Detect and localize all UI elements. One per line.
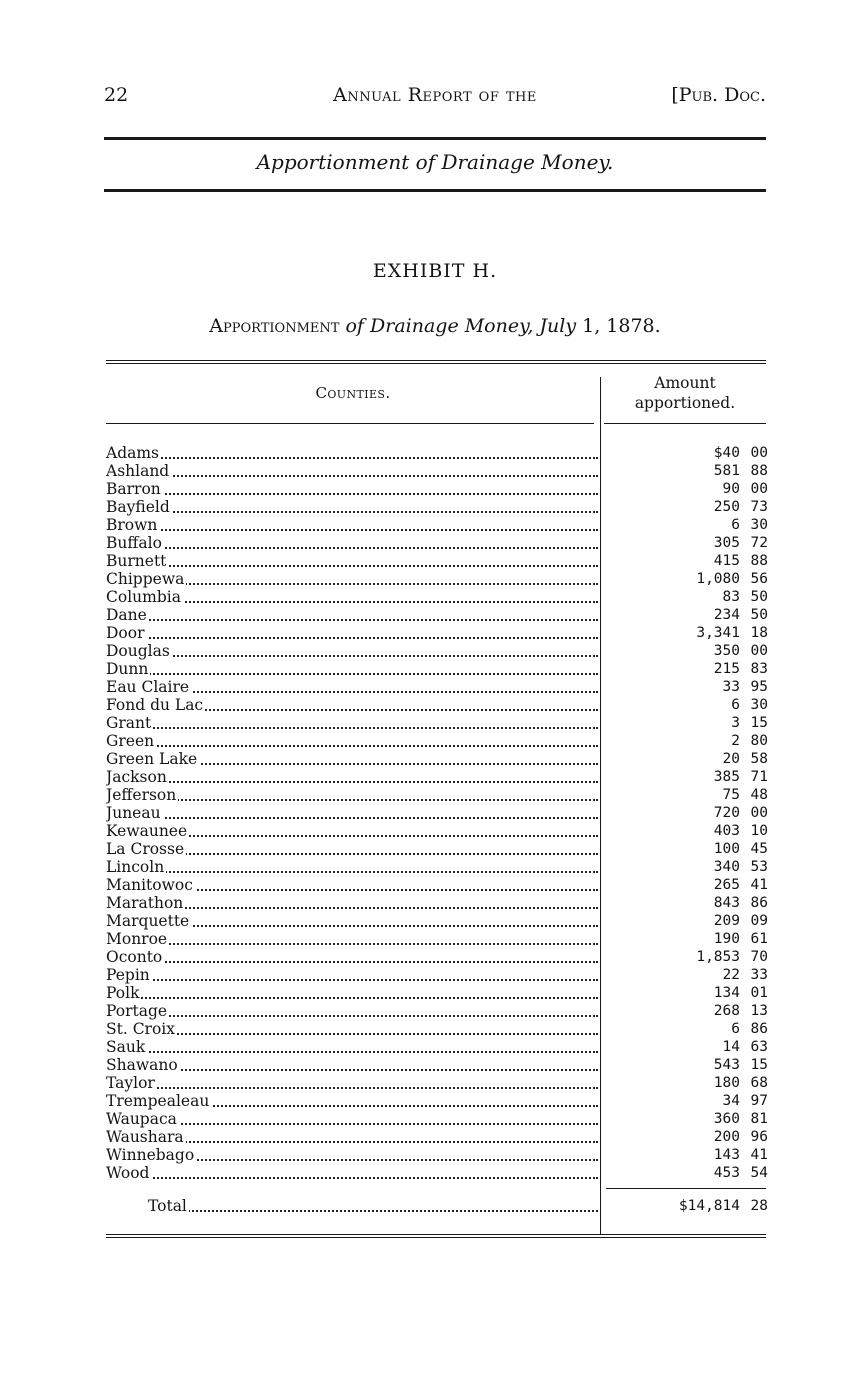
amount-cents: 10	[750, 823, 768, 839]
document-label: [Pub. Doc.	[671, 84, 766, 106]
table-title-subject: Drainage Money,	[370, 315, 534, 337]
county-name: Ashland	[106, 462, 598, 480]
table-title-date: 1, 1878.	[582, 315, 661, 337]
county-name: Bayfield	[106, 498, 598, 516]
amount-cents: 72	[750, 535, 768, 551]
column-header-amount-line2: apportioned.	[634, 394, 736, 412]
exhibit-heading: EXHIBIT H.	[372, 260, 498, 282]
table-row	[106, 1092, 766, 1110]
amount-dollars: 543	[713, 1057, 740, 1073]
county-name: Polk	[106, 984, 598, 1002]
amount-dollars: 22	[722, 967, 740, 983]
amount-dollars: 250	[713, 499, 740, 515]
section-subtitle: Apportionment of Drainage Money.	[256, 150, 614, 174]
table-row	[106, 1020, 766, 1038]
table-row	[106, 1038, 766, 1056]
total-cents: 28	[750, 1198, 768, 1214]
table-row	[106, 480, 766, 498]
amount-dollars: 3	[731, 715, 740, 731]
amount-cents: 63	[750, 1039, 768, 1055]
header-underline-counties	[106, 423, 594, 424]
county-name: Shawano	[106, 1056, 598, 1074]
table-row	[106, 822, 766, 840]
amount-cents: 58	[750, 751, 768, 767]
amount-dollars: 581	[713, 463, 740, 479]
amount-cents: 41	[750, 1147, 768, 1163]
amount-dollars: 75	[722, 787, 740, 803]
amount-dollars: $40	[713, 445, 740, 461]
amount-cents: 30	[750, 697, 768, 713]
table-row	[106, 1128, 766, 1146]
county-name: Kewaunee	[106, 822, 598, 840]
amount-cents: 54	[750, 1165, 768, 1181]
table-row	[106, 768, 766, 786]
county-name: Jackson	[106, 768, 598, 786]
table-row	[106, 660, 766, 678]
amount-dollars: 1,853	[696, 949, 740, 965]
amount-cents: 50	[750, 589, 768, 605]
amount-dollars: 6	[731, 517, 740, 533]
amount-dollars: 33	[722, 679, 740, 695]
county-name: Brown	[106, 516, 598, 534]
county-name: Taylor	[106, 1074, 598, 1092]
amount-dollars: 209	[713, 913, 740, 929]
amount-dollars: 14	[722, 1039, 740, 1055]
county-name: Door	[106, 624, 598, 642]
table-row	[106, 930, 766, 948]
table-row	[106, 912, 766, 930]
county-name: Waushara	[106, 1128, 598, 1146]
amount-cents: 56	[750, 571, 768, 587]
table-row	[106, 876, 766, 894]
county-name: Douglas	[106, 642, 598, 660]
table-row	[106, 840, 766, 858]
amount-dollars: 385	[713, 769, 740, 785]
running-head-title: Annual Report of the	[333, 84, 537, 106]
table-row	[106, 948, 766, 966]
county-name: Fond du Lac	[106, 696, 598, 714]
county-name: La Crosse	[106, 840, 598, 858]
amount-cents: 00	[750, 643, 768, 659]
amount-dollars: 415	[713, 553, 740, 569]
amount-cents: 61	[750, 931, 768, 947]
table-row	[106, 1002, 766, 1020]
table-title-of: of	[345, 315, 364, 337]
county-name: Waupaca	[106, 1110, 598, 1128]
county-name: Portage	[106, 1002, 598, 1020]
county-name: Winnebago	[106, 1146, 598, 1164]
amount-cents: 68	[750, 1075, 768, 1091]
table-row	[106, 642, 766, 660]
amount-cents: 00	[750, 481, 768, 497]
table-row	[106, 1110, 766, 1128]
amount-dollars: 403	[713, 823, 740, 839]
amount-dollars: 6	[731, 697, 740, 713]
table-row	[106, 804, 766, 822]
amount-dollars: 360	[713, 1111, 740, 1127]
county-name: Marquette	[106, 912, 598, 930]
amount-cents: 88	[750, 463, 768, 479]
amount-dollars: 1,080	[696, 571, 740, 587]
amount-cents: 00	[750, 445, 768, 461]
amount-cents: 71	[750, 769, 768, 785]
amount-cents: 33	[750, 967, 768, 983]
table-row	[106, 552, 766, 570]
table-row	[106, 1146, 766, 1164]
amount-dollars: 843	[713, 895, 740, 911]
table-top-rule	[106, 360, 766, 364]
table-row	[106, 1074, 766, 1092]
county-name: Juneau	[106, 804, 598, 822]
table-bottom-rule	[106, 1234, 766, 1238]
amount-cents: 86	[750, 1021, 768, 1037]
amount-dollars: 350	[713, 643, 740, 659]
amount-cents: 81	[750, 1111, 768, 1127]
amount-dollars: 90	[722, 481, 740, 497]
county-name: Monroe	[106, 930, 598, 948]
table-title	[104, 315, 766, 337]
county-name: Adams	[106, 444, 598, 462]
amount-cents: 15	[750, 715, 768, 731]
amount-cents: 30	[750, 517, 768, 533]
county-name: Buffalo	[106, 534, 598, 552]
table-row	[106, 858, 766, 876]
amount-dollars: 3,341	[696, 625, 740, 641]
amount-cents: 88	[750, 553, 768, 569]
county-name: Dunn	[106, 660, 598, 678]
total-row	[106, 1196, 766, 1216]
header-rule-bottom	[104, 189, 766, 192]
county-name: Grant	[106, 714, 598, 732]
table-row	[106, 516, 766, 534]
amount-cents: 97	[750, 1093, 768, 1109]
table-row	[106, 588, 766, 606]
running-head	[104, 84, 766, 110]
amount-cents: 73	[750, 499, 768, 515]
amount-cents: 00	[750, 805, 768, 821]
table-row	[106, 696, 766, 714]
column-header-amount	[604, 373, 766, 413]
amount-cents: 96	[750, 1129, 768, 1145]
amount-dollars: 340	[713, 859, 740, 875]
amount-dollars: 200	[713, 1129, 740, 1145]
amount-dollars: 83	[722, 589, 740, 605]
amount-cents: 18	[750, 625, 768, 641]
table-row	[106, 732, 766, 750]
table-row	[106, 966, 766, 984]
amount-dollars: 215	[713, 661, 740, 677]
amount-dollars: 6	[731, 1021, 740, 1037]
column-header-counties: Counties.	[315, 384, 391, 402]
amount-cents: 83	[750, 661, 768, 677]
amount-cents: 80	[750, 733, 768, 749]
amount-cents: 01	[750, 985, 768, 1001]
amount-cents: 13	[750, 1003, 768, 1019]
table-row	[106, 462, 766, 480]
table-row	[106, 624, 766, 642]
amount-dollars: 34	[722, 1093, 740, 1109]
county-rows	[106, 444, 766, 1182]
county-name: Jefferson	[106, 786, 598, 804]
header-underline-amount	[604, 423, 766, 424]
county-name: Chippewa	[106, 570, 598, 588]
amount-dollars: 190	[713, 931, 740, 947]
table-row	[106, 1056, 766, 1074]
table-row	[106, 1164, 766, 1182]
county-name: Oconto	[106, 948, 598, 966]
county-name: Barron	[106, 480, 598, 498]
amount-dollars: 2	[731, 733, 740, 749]
table-title-lead: Apportionment	[209, 315, 340, 337]
total-dollars: $14,814	[678, 1198, 740, 1214]
county-name: Wood	[106, 1164, 598, 1182]
amount-dollars: 180	[713, 1075, 740, 1091]
amount-dollars: 20	[722, 751, 740, 767]
amount-cents: 15	[750, 1057, 768, 1073]
amount-cents: 53	[750, 859, 768, 875]
county-name: Columbia	[106, 588, 598, 606]
table-row	[106, 498, 766, 516]
column-header-amount-line1: Amount	[654, 374, 716, 392]
amount-dollars: 265	[713, 877, 740, 893]
table-row	[106, 606, 766, 624]
header-rule-top	[104, 137, 766, 140]
amount-cents: 86	[750, 895, 768, 911]
total-label: Total	[148, 1196, 598, 1216]
county-name: St. Croix	[106, 1020, 598, 1038]
table-row	[106, 894, 766, 912]
amount-cents: 48	[750, 787, 768, 803]
table-row	[106, 570, 766, 588]
amount-dollars: 143	[713, 1147, 740, 1163]
table-row	[106, 984, 766, 1002]
county-name: Pepin	[106, 966, 598, 984]
amount-cents: 09	[750, 913, 768, 929]
county-name: Burnett	[106, 552, 598, 570]
amount-dollars: 234	[713, 607, 740, 623]
table-row	[106, 534, 766, 552]
county-name: Eau Claire	[106, 678, 598, 696]
table-row	[106, 444, 766, 462]
amount-dollars: 453	[713, 1165, 740, 1181]
amount-cents: 95	[750, 679, 768, 695]
amount-dollars: 100	[713, 841, 740, 857]
amount-dollars: 720	[713, 805, 740, 821]
table-row	[106, 678, 766, 696]
county-name: Lincoln	[106, 858, 598, 876]
amount-dollars: 134	[713, 985, 740, 1001]
county-name: Manitowoc	[106, 876, 598, 894]
amount-cents: 41	[750, 877, 768, 893]
amount-dollars: 305	[713, 535, 740, 551]
county-name: Sauk	[106, 1038, 598, 1056]
amount-cents: 70	[750, 949, 768, 965]
amount-cents: 45	[750, 841, 768, 857]
table-row	[106, 714, 766, 732]
county-name: Dane	[106, 606, 598, 624]
amount-cents: 50	[750, 607, 768, 623]
county-name: Green	[106, 732, 598, 750]
table-title-month: July	[539, 315, 577, 337]
table-row	[106, 786, 766, 804]
county-name: Trempealeau	[106, 1092, 598, 1110]
amount-dollars: 268	[713, 1003, 740, 1019]
county-name: Green Lake	[106, 750, 598, 768]
table-row	[106, 750, 766, 768]
page-number: 22	[104, 84, 129, 106]
county-name: Marathon	[106, 894, 598, 912]
sum-rule	[606, 1188, 766, 1189]
